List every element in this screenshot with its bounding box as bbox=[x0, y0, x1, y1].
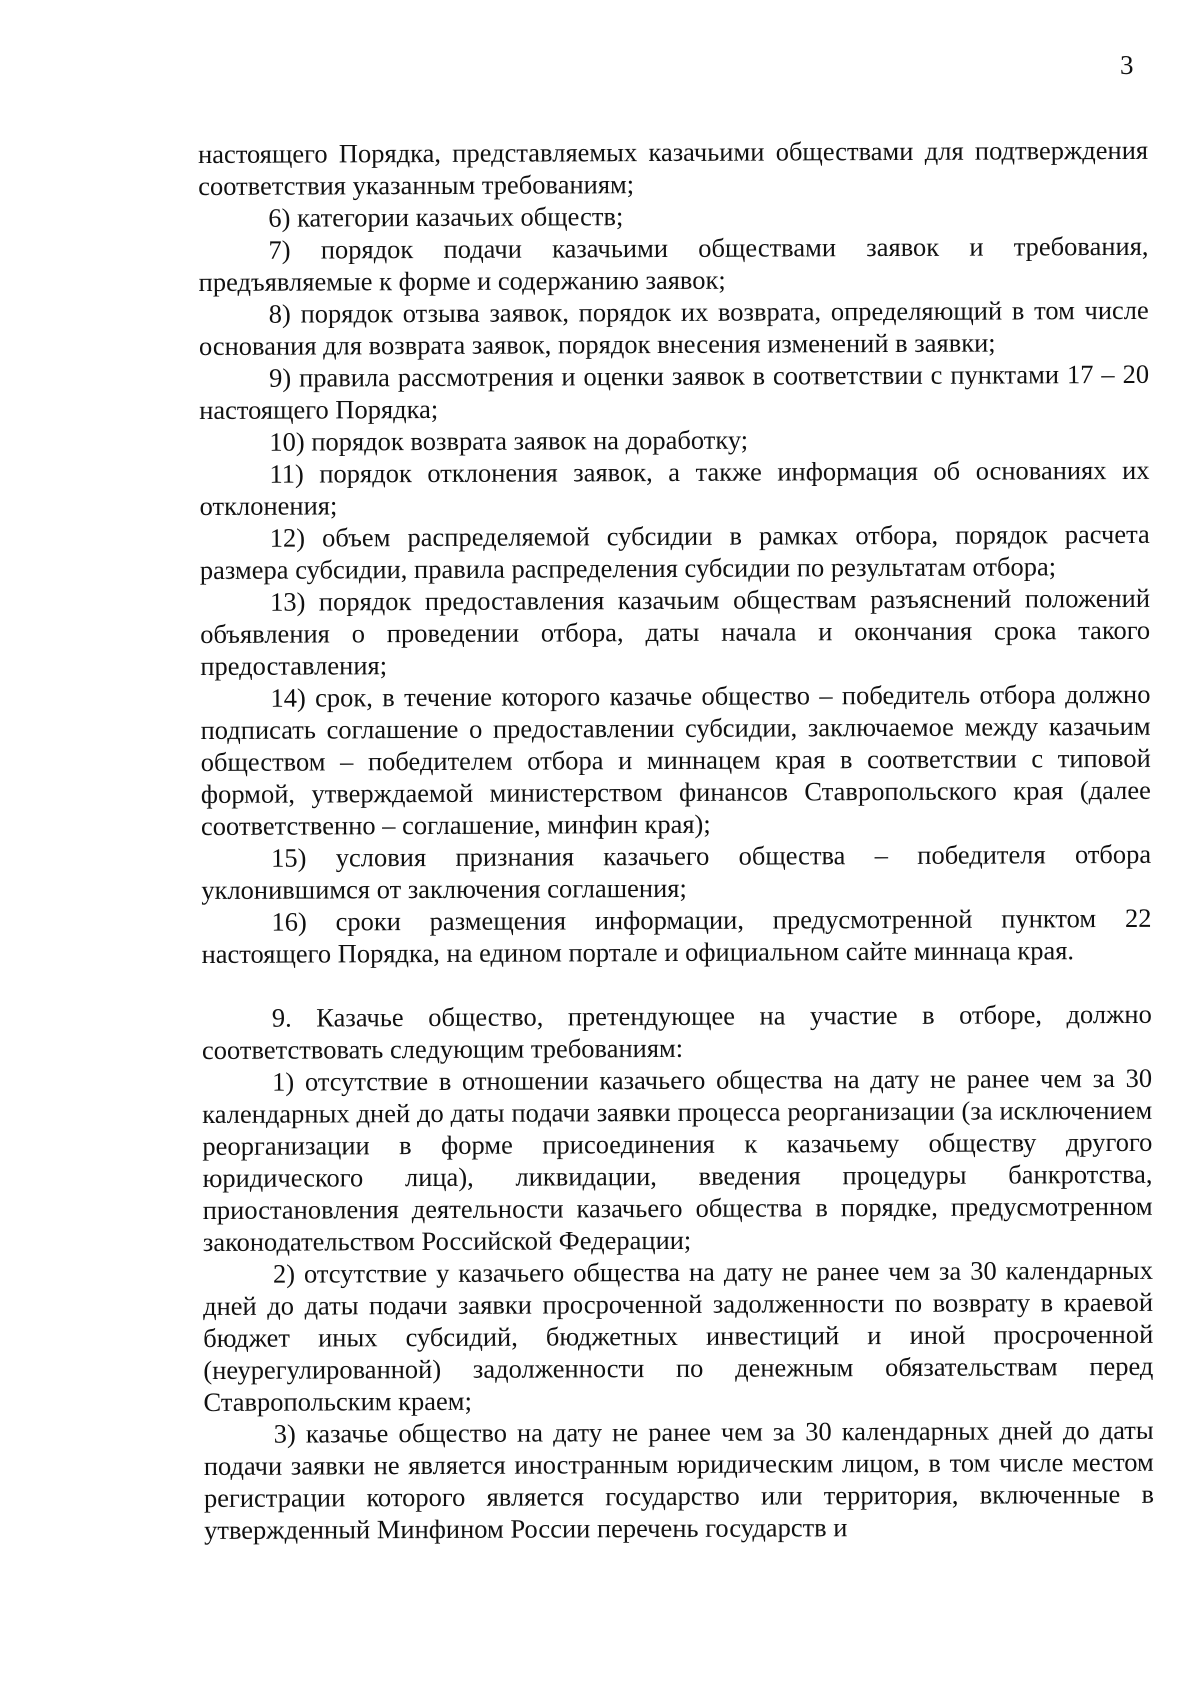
list-item: 14) срок, в течение которого казачье общество – победитель отбора должно подписать соглашение о предоставлении субсидии, заключаемое между казачьим обществом – победителем отбора и миннацем края в соответствии с типовой формой, утверждаемой министерством финансов Ставропольского края (далее соответственно – соглашение, минфин края); bbox=[200, 678, 1151, 841]
page-number: 3 bbox=[1120, 50, 1134, 80]
list-item: 15) условия признания казачьего общества – победителя отбора уклонившимся от заключения соглашения; bbox=[201, 838, 1152, 905]
list-item: 8) порядок отзыва заявок, порядок их возврата, определяющий в том числе основания для возврата заявок, порядок внесения изменений в заявки; bbox=[198, 294, 1149, 361]
list-item: 1) отсутствие в отношении казачьего общества на дату не ранее чем за 30 календарных дней до даты подачи заявки процесса реорганизации (за исключением реорганизации в форме присоединения к казачьему обществу другого юридического лица), ликвидации, введения процедуры банкротства, приостановления деятельности казачьего общества в порядке, предусмотренном законодательством Российской Федерации; bbox=[202, 1062, 1153, 1257]
list-item: 11) порядок отклонения заявок, а также информация об основаниях их отклонения; bbox=[199, 454, 1150, 521]
list-item: 3) казачье общество на дату не ранее чем за 30 календарных дней до даты подачи заявки не является иностранным юридическим лицом, в том числе местом регистрации которого является государство или территория, включенные в утвержденный Минфином России перечень государств и bbox=[203, 1414, 1154, 1545]
section-paragraph: 9. Казачье общество, претендующее на участие в отборе, должно соответствовать следующим требованиям: bbox=[201, 998, 1152, 1065]
list-item: 7) порядок подачи казачьими обществами заявок и требования, предъявляемые к форме и содержанию заявок; bbox=[198, 230, 1149, 297]
list-item: 16) сроки размещения информации, предусмотренной пунктом 22 настоящего Порядка, на едином портале и официальном сайте миннаца края. bbox=[201, 902, 1152, 969]
list-item: 12) объем распределяемой субсидии в рамках отбора, порядок расчета размера субсидии, правила распределения субсидии по результатам отбора; bbox=[199, 518, 1150, 585]
list-item: 2) отсутствие у казачьего общества на дату не ранее чем за 30 календарных дней до даты подачи заявки просроченной задолженности по возврату в краевой бюджет иных субсидий, бюджетных инвестиций и иной просроченной (неурегулированной) задолженности по денежным обязательствам перед Ставропольским краем; bbox=[203, 1254, 1154, 1417]
list-item: 9) правила рассмотрения и оценки заявок в соответствии с пунктами 17 – 20 настоящего Порядка; bbox=[199, 358, 1150, 425]
paragraph: настоящего Порядка, представляемых казачьими обществами для подтверждения соответствия указанным требованиям; bbox=[198, 134, 1149, 201]
list-item: 6) категории казачьих обществ; bbox=[268, 201, 624, 233]
document-body bbox=[198, 134, 1154, 1546]
list-item: 10) порядок возврата заявок на доработку; bbox=[269, 424, 749, 457]
list-item: 13) порядок предоставления казачьим обществам разъяснений положений объявления о проведении отбора, даты начала и окончания срока такого предоставления; bbox=[200, 582, 1151, 681]
